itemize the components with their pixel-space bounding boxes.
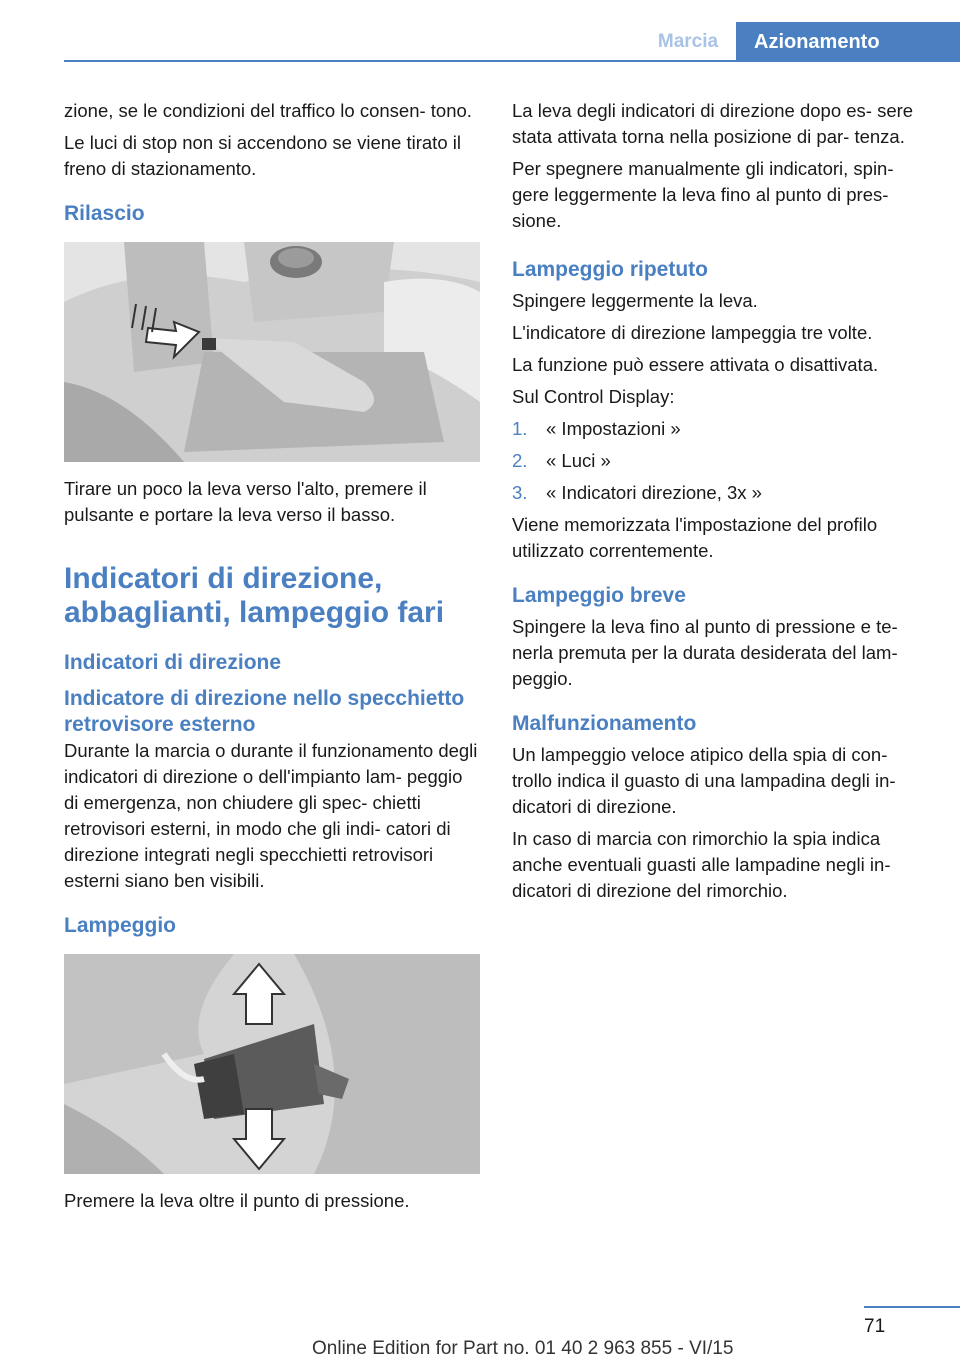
paragraph: La funzione può essere attivata o disattivata. <box>512 354 879 375</box>
footer-rule <box>864 1306 960 1308</box>
paragraph: Sul Control Display: <box>512 386 675 407</box>
heading-malfunzionamento: Malfunzionamento <box>512 712 697 735</box>
edition-note: Online Edition for Part no. 01 40 2 963 855 - VI/15 <box>312 1338 734 1359</box>
header-chapter[interactable]: Azionamento <box>736 22 960 62</box>
list-item: 2. « Luci » <box>512 450 611 471</box>
paragraph: In caso di marcia con rimorchio la spia indica anche eventuali guasti alle lampadine negli in‐ dicatori di direzione del rimorchio. <box>512 828 891 901</box>
paragraph: Durante la marcia o durante il funzionamento degli indicatori di direzione o dell'impianto lam‐ peggio di emergenza, non chiudere gli spec‐ chietti retrovisori esterni, in modo che gli indi‐ catori di direzione integrati negli specchietti retrovisori esterni siano ben visibili. <box>64 740 478 891</box>
list-item: 1. « Impostazioni » <box>512 418 681 439</box>
paragraph: Un lampeggio veloce atipico della spia di con‐ trollo indica il guasto di una lampadina degli in‐ dicatori di direzione. <box>512 744 896 817</box>
heading-ripetuto: Lampeggio ripetuto <box>512 258 708 281</box>
photo-parking-brake <box>64 242 480 462</box>
paragraph: Viene memorizzata l'impostazione del profilo utilizzato correntemente. <box>512 514 878 561</box>
list-item: 3. « Indicatori direzione, 3x » <box>512 482 762 503</box>
right-column <box>512 98 926 910</box>
paragraph: Per spegnere manualmente gli indicatori, spin‐ gere leggermente la leva fino al punto di pres‐ sione. <box>512 158 894 231</box>
heading-rilascio: Rilascio <box>64 202 145 225</box>
paragraph: L'indicatore di direzione lampeggia tre volte. <box>512 322 873 343</box>
heading-lampeggio: Lampeggio <box>64 914 177 937</box>
heading-indicatori: Indicatori di direzione <box>64 651 282 674</box>
paragraph: Spingere leggermente la leva. <box>512 290 758 311</box>
paragraph: zione, se le condizioni del traffico lo consen‐ tono. <box>64 100 472 121</box>
paragraph: Premere la leva oltre il punto di pressione. <box>64 1190 410 1211</box>
heading-breve: Lampeggio breve <box>512 584 686 607</box>
heading-main: Indicatori di direzione, abbaglianti, lampeggio fari <box>64 562 445 629</box>
paragraph: La leva degli indicatori di direzione dopo es‐ sere stata attivata torna nella posizione di par‐ tenza. <box>512 100 914 147</box>
left-column <box>64 98 480 1220</box>
settings-steps <box>512 416 926 506</box>
heading-specchietto: Indicatore di direzione nello specchietto retrovisore esterno <box>64 687 465 736</box>
paragraph: Tirare un poco la leva verso l'alto, premere il pulsante e portare la leva verso il basso. <box>64 478 427 525</box>
photo-turn-signal-lever <box>64 954 480 1174</box>
header-section[interactable]: Marcia <box>657 31 719 52</box>
paragraph: Le luci di stop non si accendono se viene tirato il freno di stazionamento. <box>64 132 461 179</box>
page-number: 71 <box>864 1316 886 1337</box>
paragraph: Spingere la leva fino al punto di pressione e te‐ nerla premuta per la durata desiderata del lam‐ peggio. <box>512 616 898 689</box>
